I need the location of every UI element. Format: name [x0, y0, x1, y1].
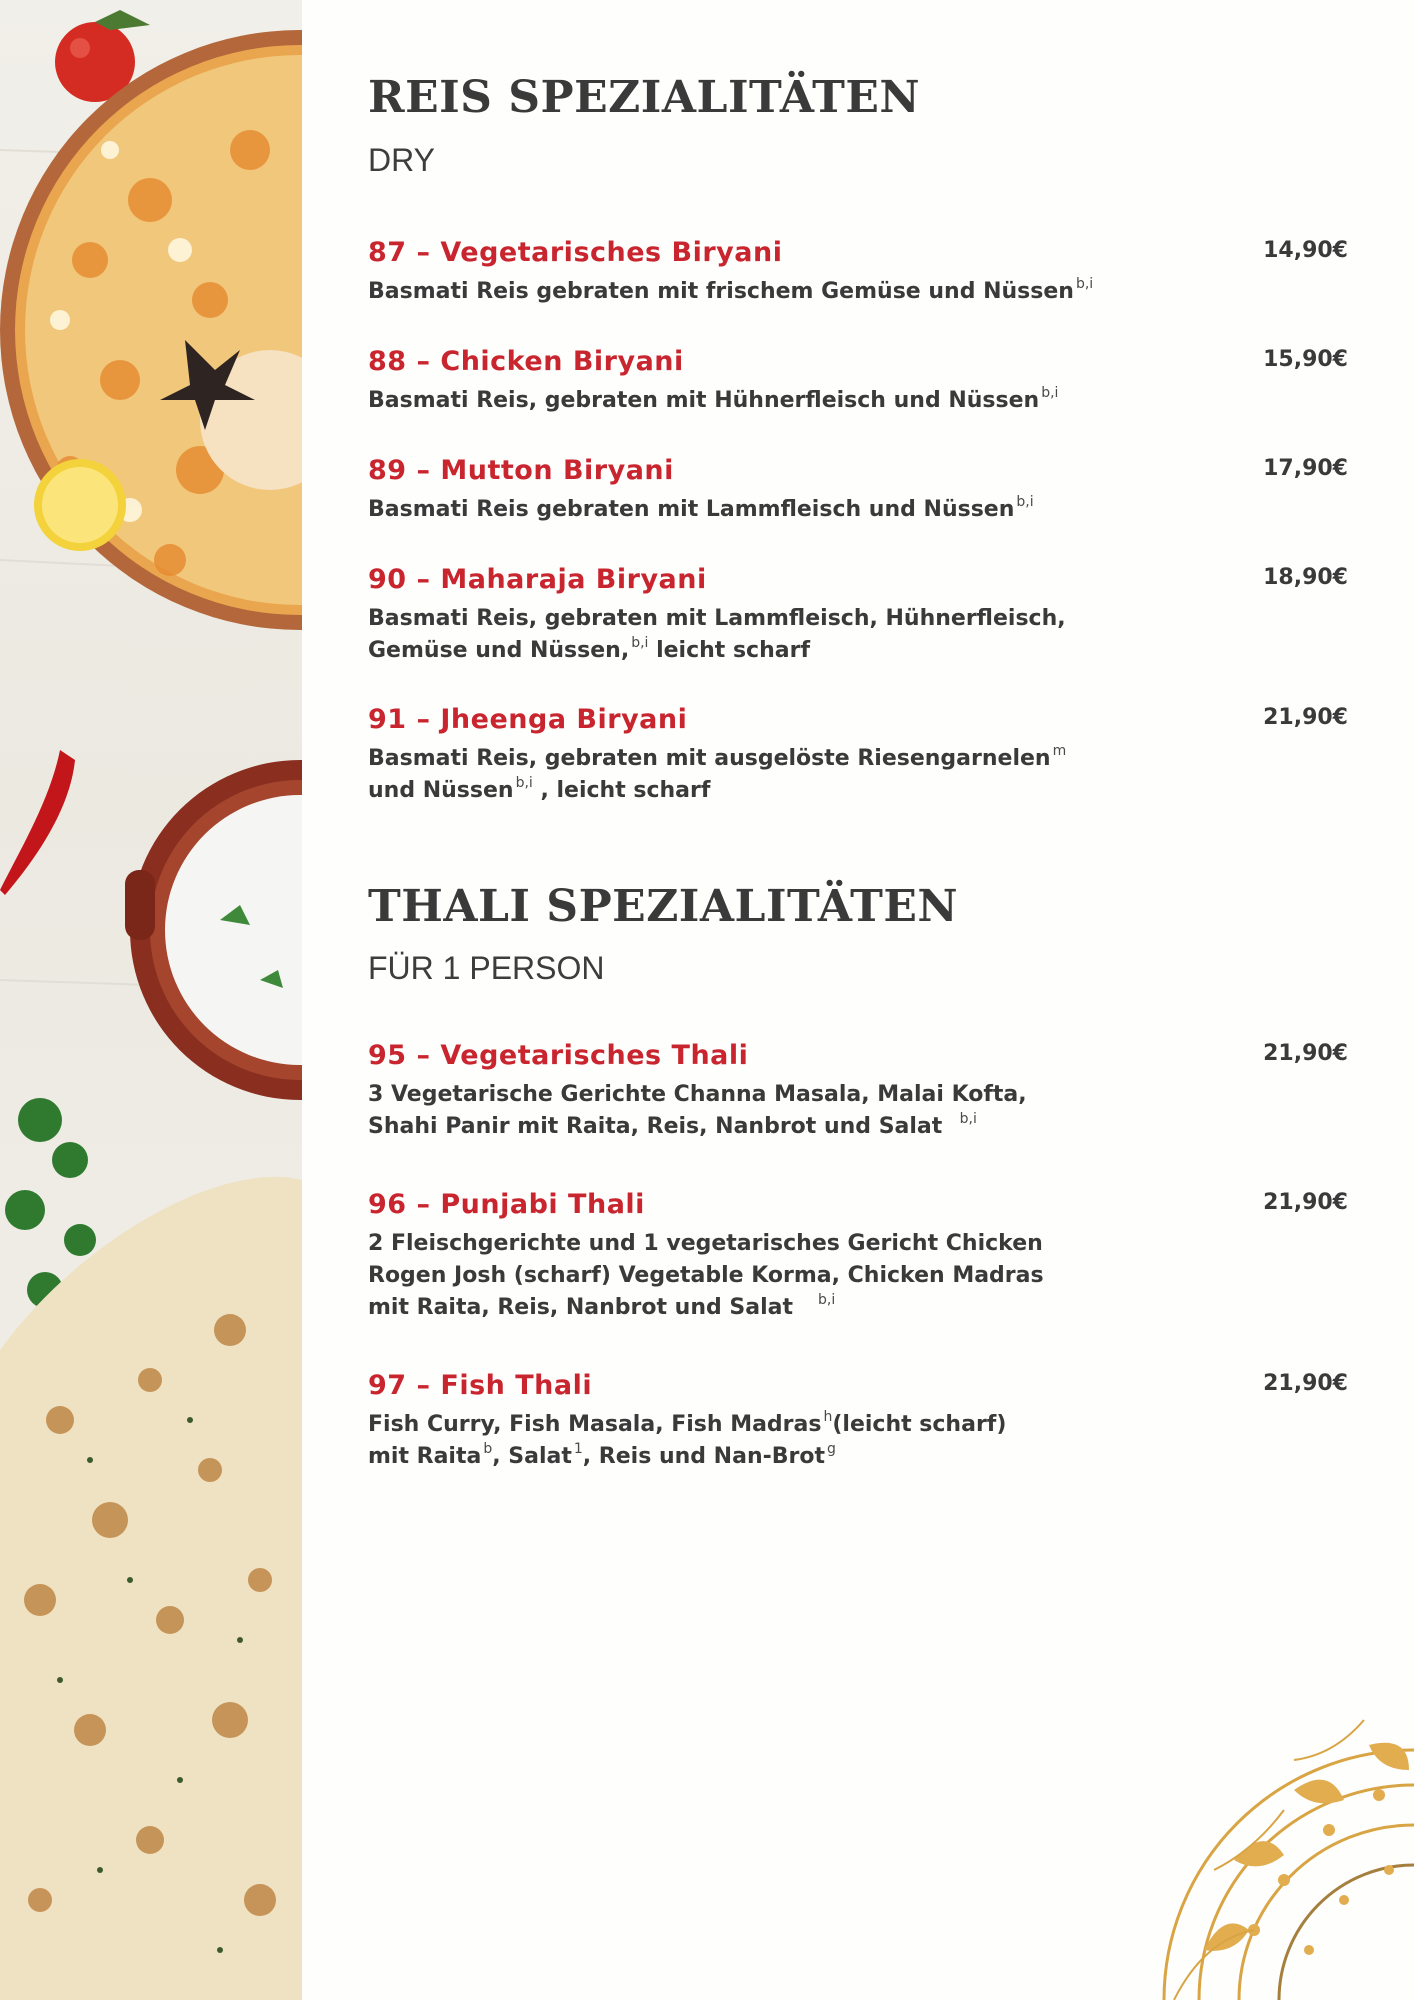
item-description: 2 Fleischgerichte und 1 vegetarisches Gericht Chicken Rogen Josh (scharf) Vegetable Korma, Chicken Madras mit Raita, Reis, Nanbrot und Salat $^{b,i}$	[368, 1231, 1044, 1320]
item-price: 21,90€	[1263, 1371, 1348, 1396]
item-description: Basmati Reis, gebraten mit ausgelöste Riesengarnelen $^m$ und Nüssen $^{b,i}$ , leicht scharf	[368, 743, 1067, 803]
menu-item-97	[368, 1369, 1358, 1473]
item-price: 21,90€	[1263, 1190, 1348, 1215]
food-photo-strip	[0, 0, 302, 2000]
menu-item-89	[368, 454, 1358, 526]
allergen-code: b,i	[515, 775, 533, 791]
allergen-code: b,i	[1016, 494, 1034, 510]
item-price: 17,90€	[1263, 456, 1348, 481]
item-description: Basmati Reis gebraten mit Lammfleisch und Nüssen $^{b,i}$	[368, 494, 1034, 522]
item-name: 89 – Mutton Biryani	[368, 455, 674, 486]
allergen-code: b,i	[1075, 276, 1094, 292]
allergen-code: b,i	[817, 1292, 836, 1308]
item-name: 88 – Chicken Biryani	[368, 346, 684, 377]
item-description: Basmati Reis gebraten mit frischem Gemüse und Nüssen $^{b,i}$	[368, 276, 1094, 304]
item-name: 90 – Maharaja Biryani	[368, 564, 707, 595]
item-price: 14,90€	[1263, 238, 1348, 263]
section-title-thali: THALI SPEZIALITÄTEN	[368, 881, 959, 932]
section-subtitle-thali: FÜR 1 PERSON	[368, 950, 605, 986]
naan-image	[0, 1177, 302, 2000]
menu-item-90	[368, 563, 1358, 667]
raita-bowl-image	[125, 760, 302, 1100]
section-title-reis: REIS SPEZIALITÄTEN	[368, 72, 921, 123]
mandala-ornament	[1144, 1700, 1414, 2000]
item-price: 18,90€	[1263, 565, 1348, 590]
item-price: 15,90€	[1263, 347, 1348, 372]
item-description: Basmati Reis, gebraten mit Hühnerfleisch und Nüssen $^{b,i}$	[368, 385, 1059, 413]
allergen-code: b,i	[1041, 385, 1059, 401]
item-name: 96 – Punjabi Thali	[368, 1189, 645, 1220]
allergen-code: b,i	[959, 1111, 977, 1127]
menu-item-91	[368, 703, 1358, 807]
item-name: 97 – Fish Thali	[368, 1370, 593, 1401]
biryani-plate-image	[0, 30, 302, 630]
item-description: Basmati Reis, gebraten mit Lammfleisch, Hühnerfleisch, Gemüse und Nüssen, $^{b,i}$ leicht scharf	[368, 606, 1066, 663]
chili-image	[0, 750, 75, 895]
menu-item-88	[368, 345, 1358, 417]
menu-item-87	[368, 236, 1358, 308]
item-name: 95 – Vegetarisches Thali	[368, 1040, 749, 1071]
item-description: 3 Vegetarische Gerichte Channa Masala, Malai Kofta, Shahi Panir mit Raita, Reis, Nanbrot und Salat $^{b,i}$	[368, 1082, 1027, 1139]
item-name: 87 – Vegetarisches Biryani	[368, 237, 783, 268]
allergen-code: m	[1052, 743, 1067, 759]
allergen-code: b	[483, 1441, 493, 1457]
allergen-code: b,i	[631, 635, 649, 651]
menu-item-95	[368, 1039, 1358, 1143]
allergen-code: 1	[573, 1441, 583, 1457]
allergen-code: h	[823, 1409, 833, 1425]
item-price: 21,90€	[1263, 1041, 1348, 1066]
allergen-code: g	[827, 1441, 836, 1457]
item-name: 91 – Jheenga Biryani	[368, 704, 688, 735]
menu-item-96	[368, 1188, 1358, 1324]
item-description: Fish Curry, Fish Masala, Fish Madras $^h$(leicht scharf) mit Raita $^b$, Salat $^1$, Reis und Nan-Brot $^g$	[368, 1409, 1007, 1469]
section-subtitle-reis: DRY	[368, 142, 435, 178]
item-price: 21,90€	[1263, 705, 1348, 730]
food-illustration	[0, 0, 302, 2000]
